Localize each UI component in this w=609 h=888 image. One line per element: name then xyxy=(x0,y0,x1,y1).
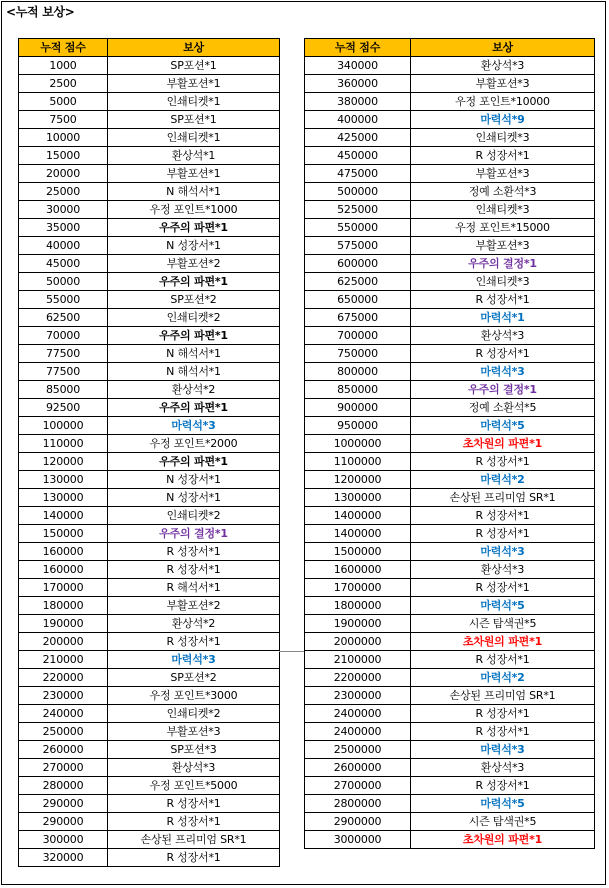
score-cell: 55000 xyxy=(19,291,108,309)
reward-cell: 인쇄티켓*1 xyxy=(108,93,280,111)
score-cell: 110000 xyxy=(19,435,108,453)
score-cell: 2000000 xyxy=(305,633,411,651)
reward-cell: R 성장서*1 xyxy=(411,507,595,525)
table-row xyxy=(19,327,280,345)
table-row xyxy=(19,201,280,219)
table-row xyxy=(19,579,280,597)
score-cell: 150000 xyxy=(19,525,108,543)
table-row xyxy=(19,489,280,507)
reward-cell: 우주의 결정*1 xyxy=(411,255,595,273)
table-row xyxy=(305,615,595,633)
table-row xyxy=(305,129,595,147)
table-row xyxy=(19,147,280,165)
reward-cell: 우주의 파편*1 xyxy=(108,273,280,291)
table-row xyxy=(305,525,595,543)
reward-cell: 인쇄티켓*3 xyxy=(411,273,595,291)
reward-header: 보상 xyxy=(411,39,595,57)
table-row xyxy=(19,831,280,849)
score-cell: 1100000 xyxy=(305,453,411,471)
table-row xyxy=(19,669,280,687)
reward-cell: 환상석*3 xyxy=(108,759,280,777)
score-cell: 260000 xyxy=(19,741,108,759)
score-cell: 380000 xyxy=(305,93,411,111)
reward-cell: 마력석*1 xyxy=(411,309,595,327)
score-cell: 600000 xyxy=(305,255,411,273)
reward-cell: R 성장서*1 xyxy=(411,579,595,597)
table-row xyxy=(305,399,595,417)
table-row xyxy=(305,561,595,579)
table-row xyxy=(305,75,595,93)
table-row xyxy=(305,741,595,759)
score-cell: 550000 xyxy=(305,219,411,237)
reward-cell: N 성장서*1 xyxy=(108,489,280,507)
score-cell: 50000 xyxy=(19,273,108,291)
score-cell: 270000 xyxy=(19,759,108,777)
score-cell: 70000 xyxy=(19,327,108,345)
table-row xyxy=(305,309,595,327)
table-row xyxy=(305,813,595,831)
table-row xyxy=(305,165,595,183)
reward-cell: 환상석*2 xyxy=(108,615,280,633)
score-cell: 250000 xyxy=(19,723,108,741)
score-cell: 180000 xyxy=(19,597,108,615)
score-cell: 77500 xyxy=(19,363,108,381)
reward-cell: 마력석*2 xyxy=(411,471,595,489)
score-cell: 10000 xyxy=(19,129,108,147)
reward-cell: 우주의 파편*1 xyxy=(108,219,280,237)
reward-cell: 환상석*3 xyxy=(411,759,595,777)
reward-cell: 초차원의 파편*1 xyxy=(411,633,595,651)
score-cell: 15000 xyxy=(19,147,108,165)
reward-cell: 손상된 프리미엄 SR*1 xyxy=(411,687,595,705)
score-cell: 2600000 xyxy=(305,759,411,777)
score-cell: 280000 xyxy=(19,777,108,795)
score-cell: 290000 xyxy=(19,795,108,813)
score-cell: 1600000 xyxy=(305,561,411,579)
reward-cell: 인쇄티켓*2 xyxy=(108,705,280,723)
table-row xyxy=(19,813,280,831)
reward-cell: 환상석*1 xyxy=(108,147,280,165)
score-cell: 210000 xyxy=(19,651,108,669)
reward-cell: R 성장서*1 xyxy=(411,705,595,723)
reward-cell: R 성장서*1 xyxy=(411,723,595,741)
score-cell: 1200000 xyxy=(305,471,411,489)
score-header: 누적 점수 xyxy=(305,39,411,57)
reward-cell: R 성장서*1 xyxy=(108,849,280,867)
score-cell: 5000 xyxy=(19,93,108,111)
reward-cell: SP포션*2 xyxy=(108,291,280,309)
table-row xyxy=(305,795,595,813)
table-row xyxy=(19,255,280,273)
reward-cell: 우정 포인트*3000 xyxy=(108,687,280,705)
score-cell: 2300000 xyxy=(305,687,411,705)
reward-cell: 환상석*3 xyxy=(411,57,595,75)
reward-cell: R 성장서*1 xyxy=(411,651,595,669)
reward-cell: SP포션*1 xyxy=(108,111,280,129)
reward-cell: 인쇄티켓*2 xyxy=(108,309,280,327)
table-row xyxy=(305,183,595,201)
score-cell: 230000 xyxy=(19,687,108,705)
table-row xyxy=(305,57,595,75)
page-title: <누적 보상> xyxy=(6,5,75,19)
reward-cell: 마력석*5 xyxy=(411,417,595,435)
reward-cell: 우주의 결정*1 xyxy=(411,381,595,399)
table-row xyxy=(305,219,595,237)
table-row xyxy=(305,453,595,471)
table-row xyxy=(19,705,280,723)
reward-cell: 우주의 파편*1 xyxy=(108,327,280,345)
reward-cell: 초차원의 파편*1 xyxy=(411,435,595,453)
table-row xyxy=(19,687,280,705)
table-row xyxy=(19,597,280,615)
table-row xyxy=(19,111,280,129)
score-cell: 625000 xyxy=(305,273,411,291)
reward-cell: R 성장서*1 xyxy=(411,525,595,543)
table-row xyxy=(19,345,280,363)
table-row xyxy=(305,705,595,723)
reward-cell: 손상된 프리미엄 SR*1 xyxy=(411,489,595,507)
table-row xyxy=(305,507,595,525)
table-header-row xyxy=(19,39,280,57)
table-row xyxy=(305,723,595,741)
reward-cell: SP포션*1 xyxy=(108,57,280,75)
table-row xyxy=(305,417,595,435)
table-row xyxy=(19,75,280,93)
reward-cell: 우정 포인트*15000 xyxy=(411,219,595,237)
table-row xyxy=(19,453,280,471)
reward-cell: 부활포션*3 xyxy=(411,165,595,183)
score-cell: 1400000 xyxy=(305,525,411,543)
reward-cell: 마력석*3 xyxy=(411,543,595,561)
table-row xyxy=(305,777,595,795)
reward-cell: R 성장서*1 xyxy=(108,795,280,813)
reward-cell: 정예 소환석*3 xyxy=(411,183,595,201)
reward-cell: N 해석서*1 xyxy=(108,345,280,363)
reward-cell: 시즌 탐색권*5 xyxy=(411,615,595,633)
table-row xyxy=(305,633,595,651)
table-row xyxy=(19,525,280,543)
score-cell: 2400000 xyxy=(305,723,411,741)
reward-cell: 인쇄티켓*1 xyxy=(108,129,280,147)
reward-cell: R 성장서*1 xyxy=(411,291,595,309)
table-row xyxy=(19,57,280,75)
score-cell: 1400000 xyxy=(305,507,411,525)
score-cell: 2400000 xyxy=(305,705,411,723)
reward-cell: 우정 포인트*10000 xyxy=(411,93,595,111)
reward-cell: 마력석*2 xyxy=(411,669,595,687)
score-cell: 2100000 xyxy=(305,651,411,669)
table-row xyxy=(19,543,280,561)
score-cell: 40000 xyxy=(19,237,108,255)
table-row xyxy=(305,543,595,561)
reward-cell: 마력석*5 xyxy=(411,795,595,813)
table-row xyxy=(19,741,280,759)
table-row xyxy=(305,489,595,507)
table-row xyxy=(305,363,595,381)
table-row xyxy=(19,633,280,651)
table-row xyxy=(19,309,280,327)
reward-header: 보상 xyxy=(108,39,280,57)
reward-cell: N 해석서*1 xyxy=(108,183,280,201)
table-row xyxy=(19,849,280,867)
reward-cell: 마력석*9 xyxy=(411,111,595,129)
score-cell: 425000 xyxy=(305,129,411,147)
table-row xyxy=(19,93,280,111)
score-cell: 525000 xyxy=(305,201,411,219)
score-cell: 450000 xyxy=(305,147,411,165)
reward-cell: R 성장서*1 xyxy=(108,543,280,561)
reward-cell: 시즌 탐색권*5 xyxy=(411,813,595,831)
reward-cell: N 성장서*1 xyxy=(108,471,280,489)
table-row xyxy=(19,723,280,741)
score-cell: 1500000 xyxy=(305,543,411,561)
table-row xyxy=(19,561,280,579)
reward-cell: 부활포션*3 xyxy=(411,237,595,255)
table-row xyxy=(305,579,595,597)
table-row xyxy=(305,237,595,255)
reward-cell: 부활포션*2 xyxy=(108,597,280,615)
reward-cell: 마력석*5 xyxy=(411,597,595,615)
table-row xyxy=(305,201,595,219)
score-cell: 2800000 xyxy=(305,795,411,813)
score-cell: 800000 xyxy=(305,363,411,381)
score-cell: 2500 xyxy=(19,75,108,93)
reward-cell: 우정 포인트*1000 xyxy=(108,201,280,219)
score-cell: 190000 xyxy=(19,615,108,633)
table-row xyxy=(19,471,280,489)
score-cell: 1000 xyxy=(19,57,108,75)
reward-cell: 환상석*3 xyxy=(411,327,595,345)
table-row xyxy=(305,687,595,705)
reward-cell: 손상된 프리미엄 SR*1 xyxy=(108,831,280,849)
score-cell: 25000 xyxy=(19,183,108,201)
table-row xyxy=(19,507,280,525)
score-cell: 20000 xyxy=(19,165,108,183)
table-row xyxy=(19,759,280,777)
table-row xyxy=(305,381,595,399)
table-row xyxy=(19,363,280,381)
score-cell: 1300000 xyxy=(305,489,411,507)
score-cell: 130000 xyxy=(19,489,108,507)
score-cell: 650000 xyxy=(305,291,411,309)
reward-cell: 우주의 파편*1 xyxy=(108,399,280,417)
score-cell: 130000 xyxy=(19,471,108,489)
score-cell: 320000 xyxy=(19,849,108,867)
score-cell: 160000 xyxy=(19,543,108,561)
table-row xyxy=(19,651,280,669)
table-row xyxy=(305,255,595,273)
reward-cell: 우정 포인트*5000 xyxy=(108,777,280,795)
reward-cell: 부활포션*3 xyxy=(108,723,280,741)
score-cell: 7500 xyxy=(19,111,108,129)
score-cell: 3000000 xyxy=(305,831,411,849)
reward-cell: 마력석*3 xyxy=(108,651,280,669)
reward-cell: 마력석*3 xyxy=(108,417,280,435)
table-row xyxy=(305,669,595,687)
reward-cell: 마력석*3 xyxy=(411,363,595,381)
table-row xyxy=(19,615,280,633)
reward-cell: 우정 포인트*2000 xyxy=(108,435,280,453)
reward-cell: R 성장서*1 xyxy=(108,633,280,651)
reward-cell: R 성장서*1 xyxy=(411,777,595,795)
reward-cell: 우주의 파편*1 xyxy=(108,453,280,471)
score-cell: 77500 xyxy=(19,345,108,363)
table-row xyxy=(19,777,280,795)
reward-cell: N 해석서*1 xyxy=(108,363,280,381)
table-row xyxy=(19,273,280,291)
reward-cell: R 성장서*1 xyxy=(108,813,280,831)
score-cell: 30000 xyxy=(19,201,108,219)
score-cell: 1800000 xyxy=(305,597,411,615)
score-cell: 750000 xyxy=(305,345,411,363)
reward-cell: R 성장서*1 xyxy=(411,345,595,363)
reward-cell: 인쇄티켓*3 xyxy=(411,129,595,147)
reward-cell: R 해석서*1 xyxy=(108,579,280,597)
table-row xyxy=(19,795,280,813)
table-row xyxy=(19,183,280,201)
reward-cell: N 성장서*1 xyxy=(108,237,280,255)
table-row xyxy=(305,435,595,453)
score-cell: 575000 xyxy=(305,237,411,255)
table-row xyxy=(305,93,595,111)
score-cell: 92500 xyxy=(19,399,108,417)
table-header-row xyxy=(305,39,595,57)
score-cell: 1900000 xyxy=(305,615,411,633)
reward-cell: R 성장서*1 xyxy=(411,453,595,471)
table-row xyxy=(305,291,595,309)
table-row xyxy=(305,147,595,165)
reward-table-right xyxy=(304,38,595,849)
reward-cell: SP포션*2 xyxy=(108,669,280,687)
score-cell: 2900000 xyxy=(305,813,411,831)
reward-cell: 우주의 결정*1 xyxy=(108,525,280,543)
table-row xyxy=(19,291,280,309)
score-cell: 120000 xyxy=(19,453,108,471)
reward-cell: 인쇄티켓*3 xyxy=(411,201,595,219)
score-cell: 400000 xyxy=(305,111,411,129)
reward-cell: 환상석*3 xyxy=(411,561,595,579)
score-cell: 900000 xyxy=(305,399,411,417)
table-row xyxy=(19,165,280,183)
reward-cell: 마력석*3 xyxy=(411,741,595,759)
score-cell: 950000 xyxy=(305,417,411,435)
reward-cell: 부활포션*1 xyxy=(108,165,280,183)
score-header: 누적 점수 xyxy=(19,39,108,57)
score-cell: 240000 xyxy=(19,705,108,723)
score-cell: 35000 xyxy=(19,219,108,237)
score-cell: 475000 xyxy=(305,165,411,183)
table-row xyxy=(305,471,595,489)
table-row xyxy=(305,111,595,129)
reward-table-left xyxy=(18,38,280,867)
table-row xyxy=(305,651,595,669)
reward-cell: 환상석*2 xyxy=(108,381,280,399)
score-cell: 62500 xyxy=(19,309,108,327)
table-connector-line xyxy=(279,651,304,652)
score-cell: 45000 xyxy=(19,255,108,273)
score-cell: 360000 xyxy=(305,75,411,93)
score-cell: 290000 xyxy=(19,813,108,831)
table-row xyxy=(305,597,595,615)
table-row xyxy=(19,219,280,237)
score-cell: 220000 xyxy=(19,669,108,687)
score-cell: 2700000 xyxy=(305,777,411,795)
score-cell: 850000 xyxy=(305,381,411,399)
score-cell: 500000 xyxy=(305,183,411,201)
score-cell: 2500000 xyxy=(305,741,411,759)
score-cell: 675000 xyxy=(305,309,411,327)
score-cell: 1000000 xyxy=(305,435,411,453)
reward-cell: SP포션*3 xyxy=(108,741,280,759)
table-row xyxy=(305,273,595,291)
table-row xyxy=(19,381,280,399)
reward-cell: 정예 소환석*5 xyxy=(411,399,595,417)
table-row xyxy=(19,237,280,255)
reward-cell: 초차원의 파편*1 xyxy=(411,831,595,849)
score-cell: 200000 xyxy=(19,633,108,651)
score-cell: 300000 xyxy=(19,831,108,849)
table-row xyxy=(305,327,595,345)
score-cell: 1700000 xyxy=(305,579,411,597)
score-cell: 160000 xyxy=(19,561,108,579)
score-cell: 140000 xyxy=(19,507,108,525)
table-row xyxy=(19,435,280,453)
reward-cell: 부활포션*1 xyxy=(108,75,280,93)
table-row xyxy=(305,831,595,849)
table-row xyxy=(305,345,595,363)
score-cell: 2200000 xyxy=(305,669,411,687)
table-row xyxy=(19,129,280,147)
reward-cell: R 성장서*1 xyxy=(411,147,595,165)
score-cell: 340000 xyxy=(305,57,411,75)
score-cell: 700000 xyxy=(305,327,411,345)
score-cell: 85000 xyxy=(19,381,108,399)
reward-cell: 부활포션*2 xyxy=(108,255,280,273)
reward-cell: R 성장서*1 xyxy=(108,561,280,579)
table-row xyxy=(19,417,280,435)
reward-cell: 부활포션*3 xyxy=(411,75,595,93)
score-cell: 170000 xyxy=(19,579,108,597)
table-row xyxy=(19,399,280,417)
reward-cell: 인쇄티켓*2 xyxy=(108,507,280,525)
table-row xyxy=(305,759,595,777)
score-cell: 100000 xyxy=(19,417,108,435)
